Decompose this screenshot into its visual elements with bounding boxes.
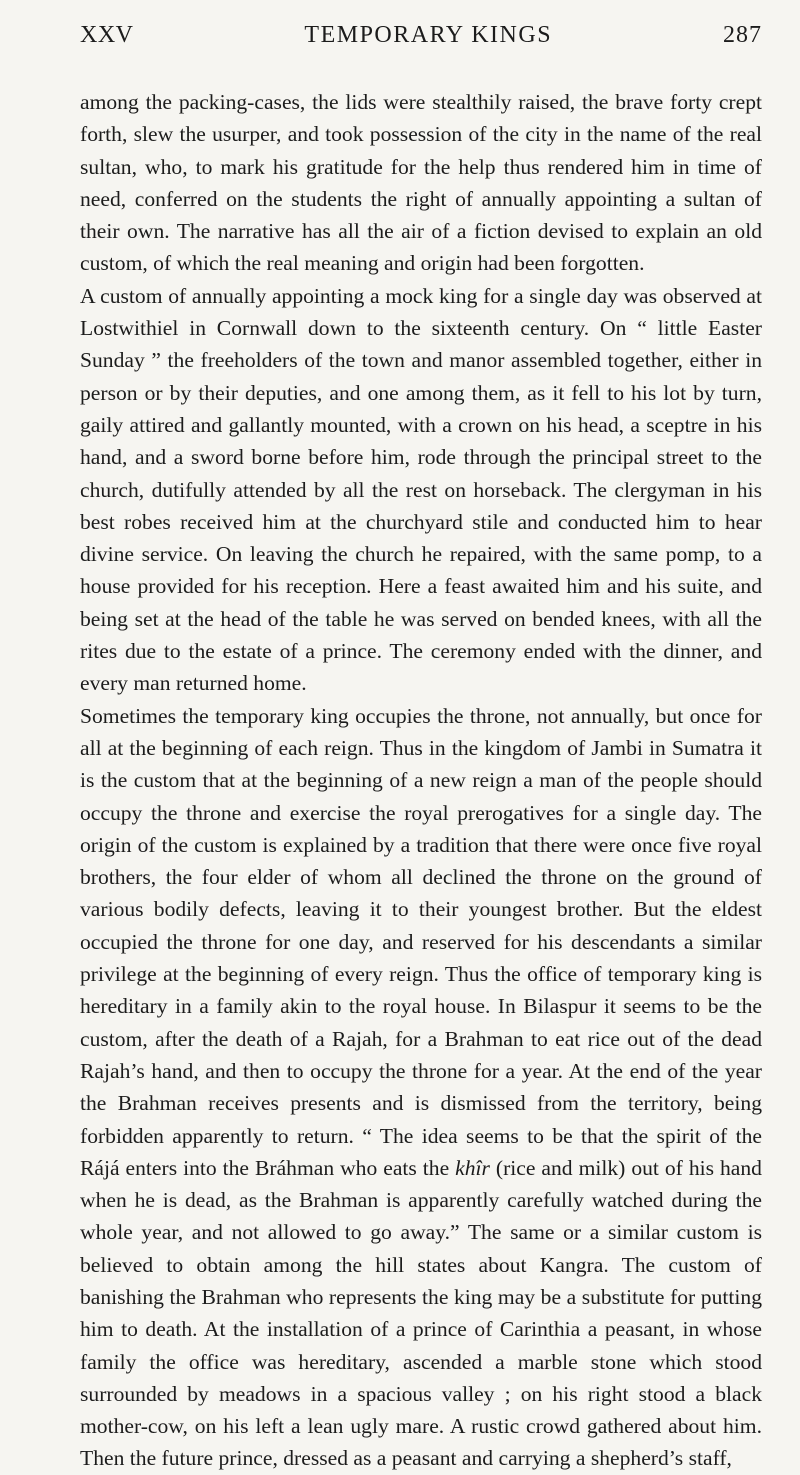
page-number: 287 [722,22,762,48]
body-text [80,86,762,1475]
book-page [80,22,762,1475]
paragraph-3 [80,700,762,1475]
running-head [80,22,762,62]
paragraph-2: A custom of annually appointing a mock king for a single day was observed at Lostwithiel in Cornwall down to the sixteenth century. On “ little Easter Sunday ” the freeholders of the town and manor assembled together, either in person or by their deputies, and one among them, as it fell to his lot by turn, gaily attired and gallantly mounted, with a crown on his head, a sceptre in his hand, and a sword borne before him, rode through the principal street to the church, dutifully attended by all the rest on horseback. The clergyman in his best robes received him at the churchyard stile and conducted him to hear divine service. On leaving the church he repaired, with the same pomp, to a house provided for his reception. Here a feast awaited him and his suite, and being set at the head of the table he was served on bended knees, with all the rites due to the estate of a prince. The ceremony ended with the dinner, and every man returned home. [80,283,762,696]
chapter-number: XXV [80,22,134,48]
paragraph-3-text: Sometimes the temporary king occupies the throne, not annually, but once for all at the beginning of each reign. Thus in the kingdom of Jambi in Sumatra it is the custom that at the beginning of a new reign a man of the people should occupy the throne and exercise the royal prerogatives for a single day. The origin of the custom is explained by a tradition that there were once five royal brothers, the four elder of whom all declined the throne on the ground of various bodily defects, leaving it to their youngest brother. But the eldest occupied the throne for one day, and reserved for his descendants a similar privilege at the beginning of every reign. Thus the office of temporary king is hereditary in a family akin to the royal house. In Bilaspur it seems to be the custom, after the death of a Rajah, for a Brahman to eat rice out of the dead Rajah’s hand, and then to occupy the throne for a year. At the end of the year the Brahman receives presents and is dismissed from the territory, being forbidden apparently to return. “ The idea seems to be that the spirit of the Rájá enters into the Bráhman who eats the [80,703,762,1180]
paragraph-1: among the packing-cases, the lids were stealthily raised, the brave forty crept forth, slew the usurper, and took possession of the city in the name of the real sultan, who, to mark his gratitude for the help thus rendered him in time of need, conferred on the students the right of annually appointing a sultan of their own. The narrative has all the air of a fiction devised to explain an old custom, of which the real meaning and origin had been forgotten. [80,90,762,276]
chapter-title: TEMPORARY KINGS [304,22,553,48]
paragraph-3-tail: (rice and milk) out of his hand when he is dead, as the Brahman is apparently carefully watched during the whole year, and not allowed to go away.” The same or a similar custom is believed to obtain among the hill states about Kangra. The custom of banishing the Brahman who represents the king may be a substitute for putting him to death. At the installation of a prince of Carinthia a peasant, in whose family the office was hereditary, ascended a marble stone which stood surrounded by meadows in a spacious valley ; on his right stood a black mother-cow, on his left a lean ugly mare. A rustic crowd gathered about him. Then the future prince, dressed as a peasant and carrying a shepherd’s staff, [80,1155,762,1471]
italic-term: khîr [455,1155,490,1180]
